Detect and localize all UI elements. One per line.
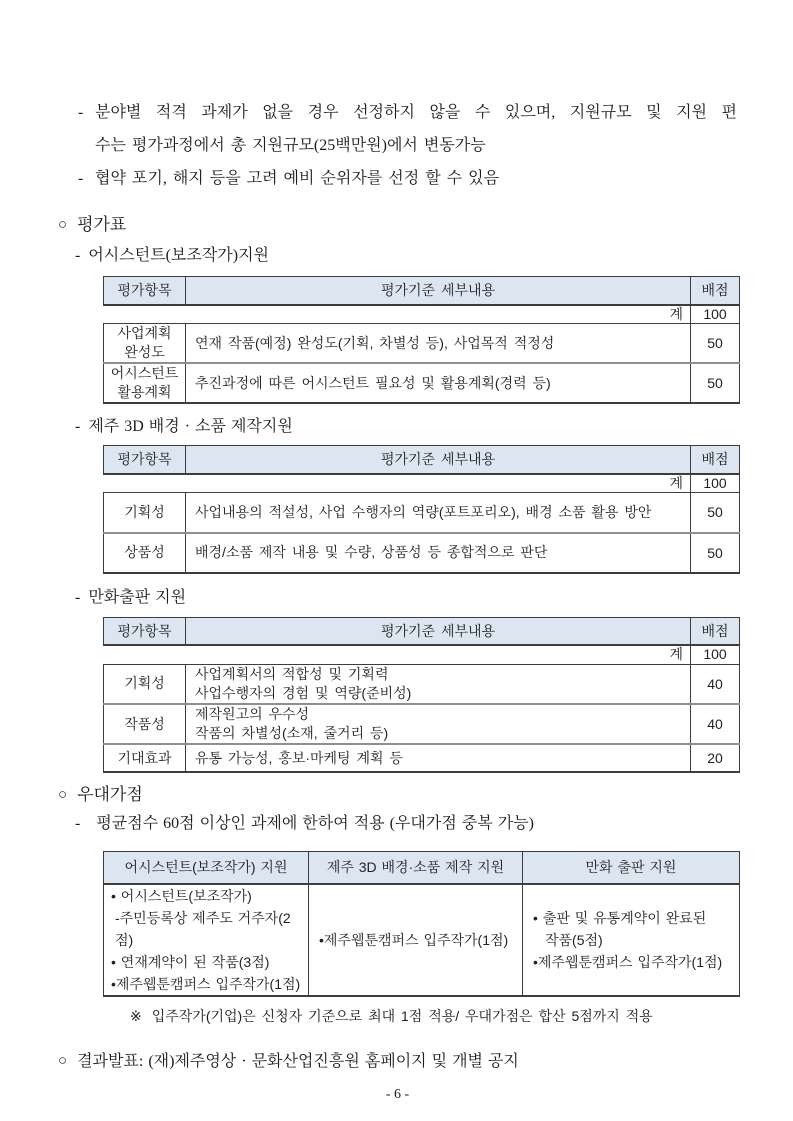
assistant-eval-table [103, 276, 740, 404]
col-header-criteria: 평가기준 세부내용 [186, 446, 691, 474]
table-header-row [104, 852, 740, 884]
total-label: 계 [104, 305, 691, 324]
col-header-score: 배점 [691, 446, 740, 474]
total-row [104, 645, 740, 664]
cell-line: 기대효과 [117, 749, 172, 766]
cell-line: 작품(5점) [545, 931, 603, 948]
subsection-heading-assistant [75, 246, 737, 266]
dash-marker: - [78, 170, 84, 187]
eval-item-cell [104, 664, 186, 704]
eval-detail-cell [186, 324, 691, 364]
cell-line: • 어시스턴트(보조작가) [111, 887, 252, 904]
cell-line: 유통 가능성, 홍보·마케팅 계획 등 [195, 749, 403, 766]
section-title: 우대가점 [77, 785, 143, 804]
circle-marker: ○ [58, 787, 68, 803]
dash-marker: - [75, 247, 81, 264]
cell-line: 기획성 [124, 503, 165, 520]
eval-detail-cell [186, 533, 691, 573]
section-heading-evaluation [58, 215, 737, 236]
section-heading-result [58, 1052, 737, 1072]
col-header-criteria: 평가기준 세부내용 [186, 617, 691, 645]
dash-marker: - [75, 588, 81, 606]
total-score: 100 [691, 305, 740, 324]
total-score: 100 [691, 645, 740, 664]
list-item-text [95, 162, 737, 195]
bonus-note [130, 1007, 737, 1025]
cell-line: 작품의 차별성(소재, 줄거리 등) [195, 725, 389, 741]
table-row [104, 744, 740, 772]
cell-line: 작품성 [124, 715, 165, 732]
cell-line: 추진과정에 따른 어시스턴트 필요성 및 활용계획(경력 등) [195, 374, 551, 391]
circle-marker: ○ [58, 1052, 68, 1069]
eval-detail-cell [186, 744, 691, 772]
col-header-3d: 제주 3D 배경·소품 제작 지원 [309, 852, 523, 884]
subsection-title: 만화출판 지원 [88, 588, 187, 606]
total-label: 계 [104, 645, 691, 664]
subsection-title: 제주 3D 배경 · 소품 제작지원 [88, 418, 293, 435]
col-header-score: 배점 [691, 617, 740, 645]
col-header-assistant: 어시스턴트(보조작가) 지원 [104, 852, 309, 884]
col-header-item: 평가항목 [104, 446, 186, 474]
eval-item-cell [104, 533, 186, 573]
section-heading-bonus [58, 785, 737, 806]
subsection-heading-3d [75, 417, 737, 437]
eval-score-cell: 40 [691, 704, 740, 744]
eval-score-cell: 50 [691, 533, 740, 573]
eval-score-cell: 50 [691, 324, 740, 364]
cell-line: 연재 작품(예정) 완성도(기획, 차별성 등), 사업목적 적정성 [195, 334, 555, 351]
circle-marker: ○ [58, 217, 68, 233]
eval-detail-cell [186, 704, 691, 744]
cell-line: 기획성 [124, 675, 165, 692]
bg3d-eval-table [103, 445, 740, 574]
cell-line: -주민등록상 제주도 거주자(2점) [115, 909, 291, 948]
cell-line: 제작원고의 우수성 [195, 706, 310, 722]
publish-eval-table [103, 617, 740, 774]
cell-line: • 출판 및 유통계약이 완료된 [533, 909, 707, 926]
table-row [104, 664, 740, 704]
col-header-item: 평가항목 [104, 617, 186, 645]
total-row [104, 474, 740, 493]
text-line: 협약 포기, 해지 등을 고려 예비 순위자를 선정 할 수 있음 [95, 170, 500, 187]
table-header-row [104, 617, 740, 645]
cell-line: 사업계획 [117, 325, 172, 341]
cell-line: 어시스턴트 [110, 365, 179, 381]
eval-score-cell: 40 [691, 664, 740, 704]
result-text: 결과발표: (재)제주영상 · 문화산업진흥원 홈페이지 및 개별 공지 [77, 1052, 519, 1070]
table-row [104, 533, 740, 573]
bonus-condition [75, 814, 737, 834]
table-row [104, 363, 740, 403]
table-row [104, 884, 740, 996]
eval-score-cell: 50 [691, 363, 740, 403]
col-header-item: 평가항목 [104, 277, 186, 305]
table-header-row [104, 446, 740, 474]
cell-line: 사업내용의 적설성, 사업 수행자의 역량(포트포리오), 배경 소품 활용 방안 [195, 503, 652, 520]
text-line: 분야별 적격 과제가 없을 경우 선정하지 않을 수 있으며, 지원규모 및 지원 편 [95, 104, 737, 121]
dash-marker: - [75, 418, 81, 435]
bonus-cell-3d [309, 884, 523, 996]
dash-marker: - [75, 815, 81, 832]
cell-line: •제주웹툰캠퍼스 입주작가(1점) [319, 931, 509, 948]
eval-score-cell: 20 [691, 744, 740, 772]
total-score: 100 [691, 474, 740, 493]
eval-item-cell [104, 363, 186, 403]
table-row [104, 324, 740, 364]
table-row [104, 704, 740, 744]
intro-list [78, 96, 737, 195]
eval-item-cell [104, 324, 186, 364]
eval-item-cell [104, 704, 186, 744]
table-row [104, 493, 740, 533]
total-label: 계 [104, 474, 691, 493]
list-item [78, 162, 737, 195]
reference-marker: ※ [130, 1007, 142, 1024]
eval-item-cell [104, 493, 186, 533]
section-title: 평가표 [77, 215, 127, 234]
bonus-note-text: 입주작가(기업)은 신청자 기준으로 최대 1점 적용/ 우대가점은 합산 5점까지 적용 [151, 1007, 653, 1024]
list-item-text [95, 96, 737, 162]
cell-line: •제주웹툰캠퍼스 입주작가(1점) [111, 975, 301, 992]
bonus-table [103, 851, 740, 997]
text-line: 수는 평가과정에서 총 지원규모(25백만원)에서 변동가능 [95, 137, 486, 154]
total-row [104, 305, 740, 324]
col-header-criteria: 평가기준 세부내용 [186, 277, 691, 305]
list-item [78, 96, 737, 162]
cell-line: 완성도 [124, 344, 165, 360]
page-number: - 6 - [385, 1086, 410, 1102]
bonus-condition-text: 평균점수 60점 이상인 과제에 한하여 적용 (우대가점 중복 가능) [96, 815, 534, 832]
col-header-score: 배점 [691, 277, 740, 305]
cell-line: 활용계획 [117, 384, 172, 400]
subsection-title: 어시스턴트(보조작가)지원 [88, 247, 270, 264]
cell-line: 상품성 [124, 544, 165, 560]
cell-line: 사업계획서의 적합성 및 기획력 [195, 665, 389, 682]
eval-detail-cell [186, 363, 691, 403]
subsection-heading-publish [75, 588, 737, 608]
eval-score-cell: 50 [691, 493, 740, 533]
cell-line: • 연재계약이 된 작품(3점) [111, 953, 270, 970]
table-header-row [104, 277, 740, 305]
eval-detail-cell [186, 664, 691, 704]
cell-line: 사업수행자의 경험 및 역량(준비성) [195, 684, 412, 701]
eval-item-cell [104, 744, 186, 772]
bonus-cell-publish [523, 884, 740, 996]
bonus-cell-assistant [104, 884, 309, 996]
dash-marker: - [78, 104, 84, 121]
eval-detail-cell [186, 493, 691, 533]
cell-line: •제주웹툰캠퍼스 입주작가(1점) [533, 953, 723, 970]
col-header-publish: 만화 출판 지원 [523, 852, 740, 884]
cell-line: 배경/소품 제작 내용 및 수량, 상품성 등 종합적으로 판단 [195, 544, 548, 560]
